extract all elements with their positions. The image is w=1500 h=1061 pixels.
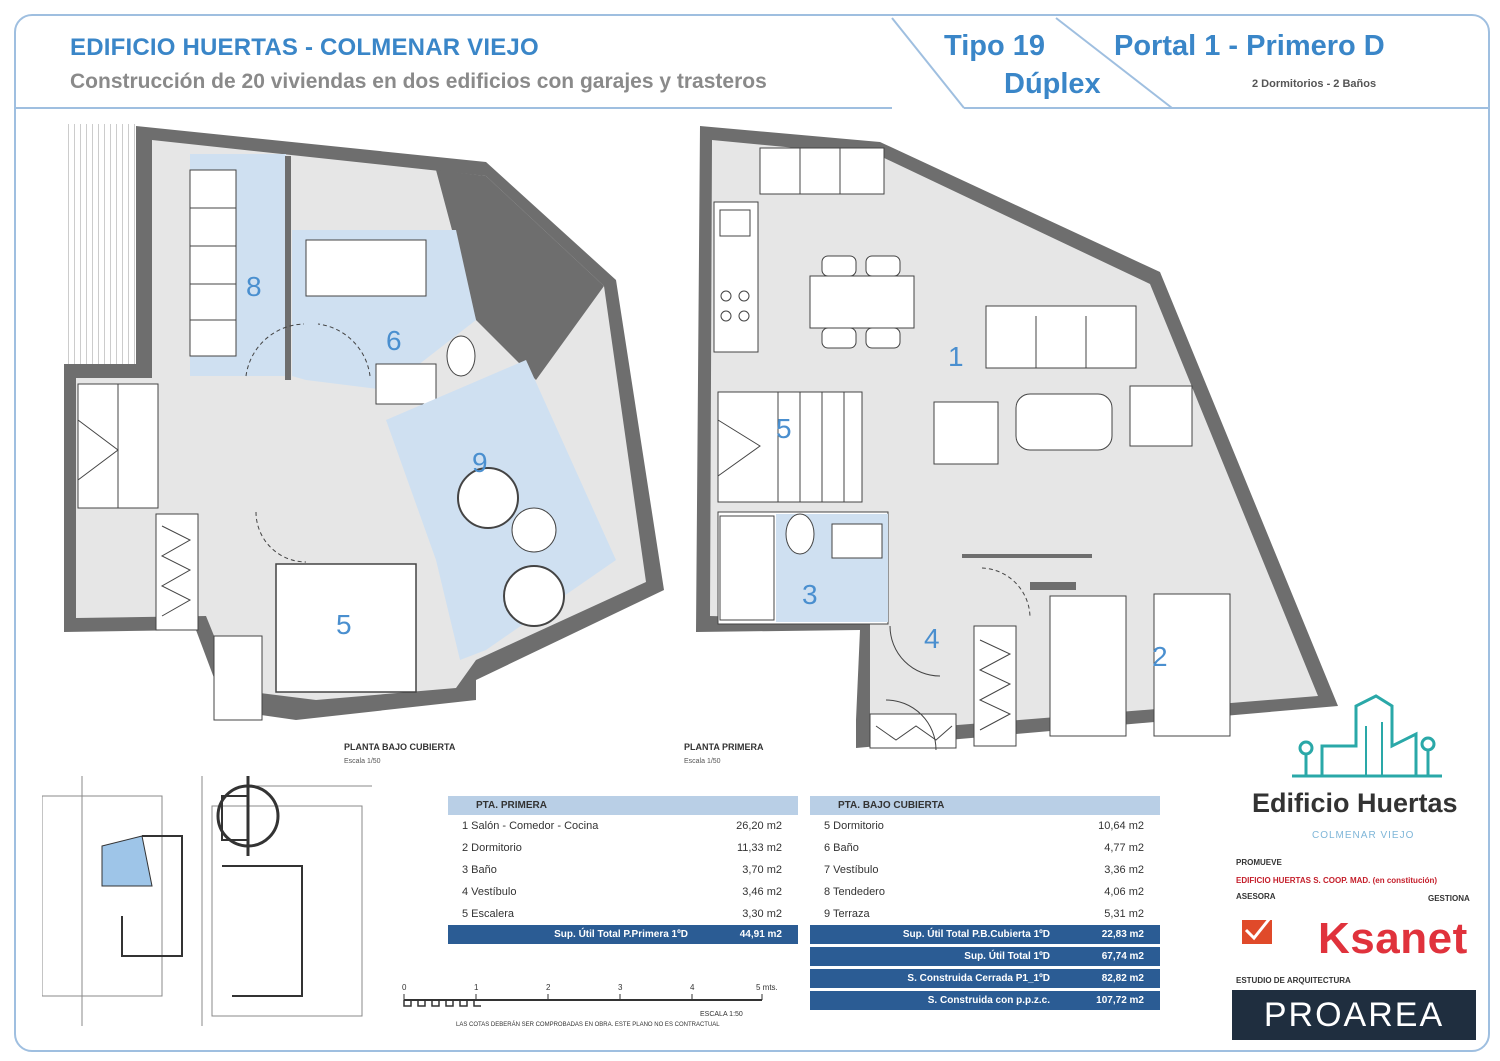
washbasin-3 xyxy=(832,524,882,558)
wardrobe-right xyxy=(974,626,1016,746)
table-row: 7 Vestíbulo 3,36 m2 xyxy=(824,864,1144,876)
bathtub xyxy=(306,240,426,296)
asesora-logo xyxy=(1236,904,1282,964)
table-planta-bajo-cubierta xyxy=(810,796,1160,1013)
shower xyxy=(720,516,774,620)
plan-label-right: PLANTA PRIMERA xyxy=(684,742,764,752)
table-total-row: Sup. Útil Total P.Primera 1ºD 44,91 m2 xyxy=(448,925,798,944)
armchair-left xyxy=(934,402,998,464)
washbasin-6 xyxy=(376,364,436,404)
table-row: 6 Baño 4,77 m2 xyxy=(824,842,1144,854)
scale-tick-3: 3 xyxy=(618,983,623,992)
plan-sheet xyxy=(14,14,1490,1052)
laundry-shelves xyxy=(190,170,236,356)
unit-type: Tipo 19 xyxy=(944,30,1045,62)
site-unit-highlight xyxy=(102,836,152,886)
room-number-9: 9 xyxy=(472,447,488,478)
table-total-row: S. Construida Cerrada P1_1ºD 82,82 m2 xyxy=(810,969,1160,988)
toilet-6 xyxy=(447,336,475,376)
brand-location: COLMENAR VIEJO xyxy=(1312,830,1415,841)
terrace-chair-1 xyxy=(512,508,556,552)
stairs-right xyxy=(718,392,862,502)
edificio-huertas-logo xyxy=(1292,686,1442,786)
scale-tick-1: 1 xyxy=(474,983,479,992)
scale-label: ESCALA 1:50 xyxy=(700,1011,743,1018)
arch-studio-label: ESTUDIO DE ARQUITECTURA xyxy=(1236,976,1351,985)
room-number-1: 1 xyxy=(948,341,964,372)
unit-portal: Portal 1 - Primero D xyxy=(1114,30,1385,62)
nightstand-left xyxy=(214,636,262,720)
room-number-8: 8 xyxy=(246,271,262,302)
table-primera-header: PTA. PRIMERA xyxy=(448,796,798,815)
disclaimer-note: LAS COTAS DEBERÁN SER COMPROBADAS EN OBRA. ESTE PLANO NO ES CONTRACTUAL xyxy=(456,1022,720,1028)
unit-rooms-summary: 2 Dormitorios - 2 Baños xyxy=(1252,78,1377,90)
asesora-label: ASESORA xyxy=(1236,892,1276,901)
table-row: 1 Salón - Comedor - Cocina 26,20 m2 xyxy=(462,820,782,832)
terrace-table-2 xyxy=(504,566,564,626)
plan-scale-left: Escala 1/50 xyxy=(344,758,381,765)
project-subtitle: Construcción de 20 viviendas en dos edificios con garajes y trasteros xyxy=(70,70,767,93)
table-row: 5 Dormitorio 10,64 m2 xyxy=(824,820,1144,832)
table-total-row: Sup. Útil Total P.B.Cubierta 1ºD 22,83 m2 xyxy=(810,925,1160,944)
table-total-row: S. Construida con p.p.z.c. 107,72 m2 xyxy=(810,991,1160,1010)
room-number-3: 3 xyxy=(802,579,818,610)
plan-label-left: PLANTA BAJO CUBIERTA xyxy=(344,742,456,752)
room-number-5-stairs: 5 xyxy=(776,413,792,444)
gestiona-label: GESTIONA xyxy=(1428,894,1470,903)
toilet-3 xyxy=(786,514,814,554)
kitchen-counter-top xyxy=(760,148,884,194)
floor-plan-primera xyxy=(690,120,1350,760)
table-row: 4 Vestíbulo 3,46 m2 xyxy=(462,886,782,898)
floor-plan-bajo-cubierta xyxy=(56,120,676,740)
ksanet-logo: Ksanet xyxy=(1318,914,1468,963)
proarea-logo: PROAREA xyxy=(1232,990,1476,1040)
coffee-table xyxy=(1016,394,1112,450)
table-row: 8 Tendedero 4,06 m2 xyxy=(824,886,1144,898)
brand-name: Edificio Huertas xyxy=(1252,788,1458,818)
site-plan xyxy=(42,776,372,1026)
terrace-table-1 xyxy=(458,468,518,528)
scale-tick-0: 0 xyxy=(402,983,407,992)
room-number-5: 5 xyxy=(336,609,352,640)
table-planta-primera xyxy=(448,796,798,947)
promotor-label: PROMUEVE xyxy=(1236,858,1282,867)
promotor-name: EDIFICIO HUERTAS S. COOP. MAD. (en constitución) xyxy=(1236,876,1438,885)
plan-scale-right: Escala 1/50 xyxy=(684,758,721,765)
room-number-2: 2 xyxy=(1152,641,1168,672)
scale-tick-2: 2 xyxy=(546,983,551,992)
bed-2a xyxy=(1050,596,1126,736)
table-row: 5 Escalera 3,30 m2 xyxy=(462,908,782,920)
unit-duplex: Dúplex xyxy=(1004,68,1101,100)
project-title: EDIFICIO HUERTAS - COLMENAR VIEJO xyxy=(70,34,539,61)
table-row: 9 Terraza 5,31 m2 xyxy=(824,908,1144,920)
sink xyxy=(720,210,750,236)
scale-tick-4: 4 xyxy=(690,983,695,992)
table-bajo-header: PTA. BAJO CUBIERTA xyxy=(810,796,1160,815)
room-number-4: 4 xyxy=(924,623,940,654)
scale-tick-5: 5 mts. xyxy=(756,983,778,992)
dining-table xyxy=(810,276,914,328)
scale-bar xyxy=(400,978,800,1018)
sofa xyxy=(986,306,1136,368)
wardrobe-left xyxy=(156,514,198,630)
table-total-row: Sup. Útil Total 1ºD 67,74 m2 xyxy=(810,947,1160,966)
table-row: 2 Dormitorio 11,33 m2 xyxy=(462,842,782,854)
room-number-6: 6 xyxy=(386,325,402,356)
table-row: 3 Baño 3,70 m2 xyxy=(462,864,782,876)
armchair-right xyxy=(1130,386,1192,446)
